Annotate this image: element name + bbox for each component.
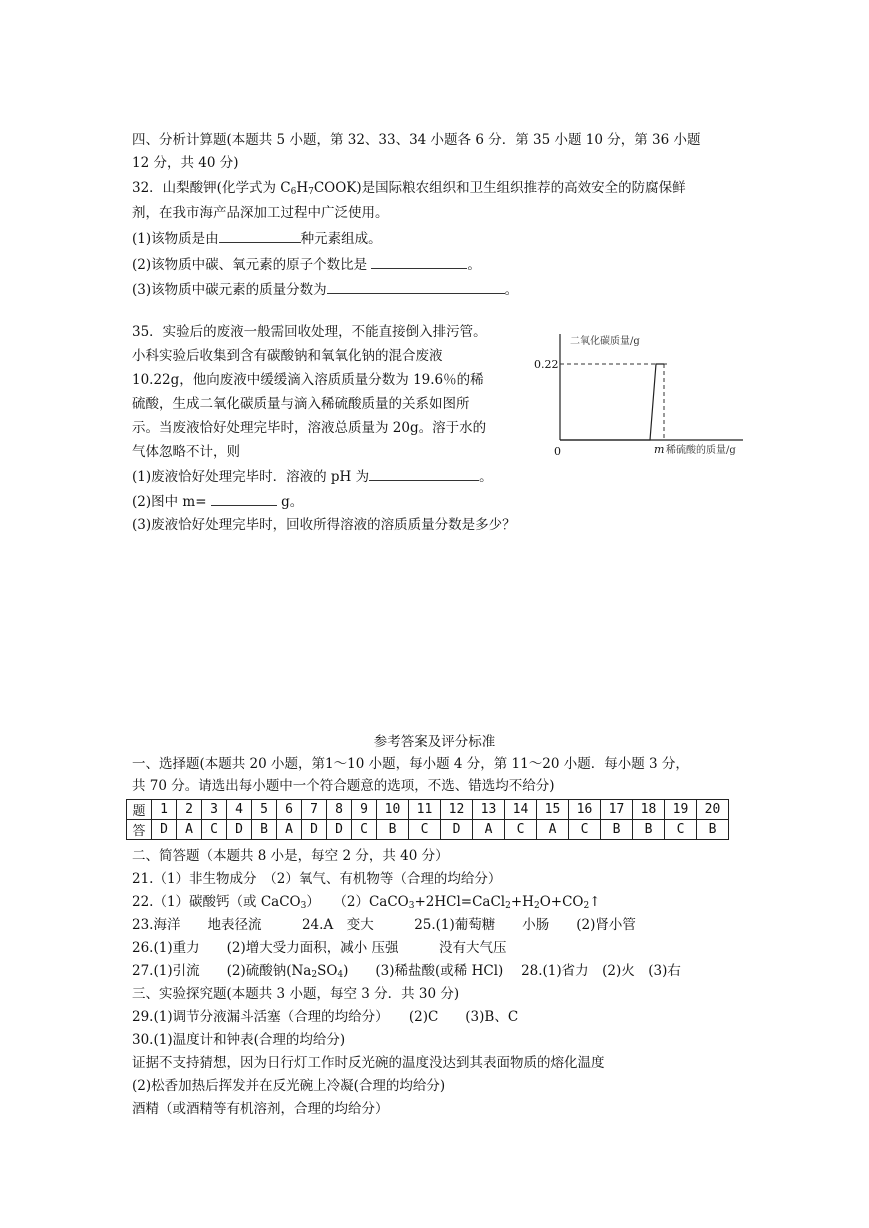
section4-heading-line2: 12 分，共 40 分) — [132, 155, 239, 171]
q35-stem-line6: 气体忽略不计，则 — [132, 444, 240, 460]
q32-stem-line2: 剂，在我市海产品深加工过程中广泛使用。 — [132, 205, 389, 221]
table-cell: 10 — [377, 800, 409, 820]
table-cell: C — [352, 820, 377, 840]
table-row-numbers — [127, 800, 729, 820]
answer-26: 26.(1)重力 (2)增大受力面积，减小 压强 没有大气压 — [132, 940, 507, 956]
table-cell: B — [633, 820, 665, 840]
answers-section1-line2: 共 70 分。请选出每小题中一个符合题意的选项，不选、错选均不给分) — [132, 778, 555, 794]
answers-title: 参考答案及评分标准 — [373, 734, 496, 750]
answer-30-solvent: 酒精（或酒精等有机溶剂，合理的均给分） — [132, 1101, 389, 1117]
answer-27-28: 27.(1)引流 (2)硫酸钠$(Na_2SO_4)$ (3)稀盐酸(或稀 HCl) 28.(1)省力 (2)火 (3)右 — [132, 963, 681, 980]
table-cell: 17 — [601, 800, 633, 820]
x-axis-label: 稀硫酸的质量/g — [666, 445, 736, 456]
q35-stem-line2: 小科实验后收集到含有碳酸钠和氧氧化钠的混合废液 — [132, 348, 443, 364]
q35-stem-line5: 示。当废液恰好处理完毕时，溶液总质量为 20g。溶于水的 — [132, 420, 487, 436]
row-header-answer: 答 — [127, 820, 152, 840]
table-cell: D — [152, 820, 177, 840]
table-cell: A — [177, 820, 202, 840]
q32-stem: 32．山梨酸钾(化学式为 $C_6H_7COOK$)是国际粮农组织和卫生组织推荐的高效安全的防腐保鲜 — [132, 180, 686, 197]
answer-blank[interactable] — [371, 254, 467, 269]
y-axis-label: 二氧化碳质量/g — [570, 336, 640, 347]
table-cell: C — [569, 820, 601, 840]
co2-vs-acid-graph — [528, 322, 748, 462]
table-cell: A — [277, 820, 302, 840]
table-cell: D — [302, 820, 327, 840]
table-cell: C — [202, 820, 227, 840]
table-cell: D — [227, 820, 252, 840]
y-tick-label: 0.22 — [534, 358, 559, 371]
q35-stem-line3: 10.22g，他向废液中缓缓滴入溶质质量分数为 19.6％的稀 — [132, 372, 484, 388]
table-cell: A — [537, 820, 569, 840]
table-cell: 14 — [505, 800, 537, 820]
q35-part3: (3)废液恰好处理完毕时，回收所得溶液的溶质质量分数是多少？ — [132, 517, 516, 533]
table-cell: 19 — [665, 800, 697, 820]
answer-blank[interactable] — [369, 466, 479, 481]
table-cell: 5 — [252, 800, 277, 820]
q35-stem-line4: 硫酸，生成二氧化碳质量与滴入稀硫酸质量的关系如图所 — [132, 396, 470, 412]
q32-part1: (1)该物质是由 种元素组成。 — [132, 228, 382, 249]
table-cell: 6 — [277, 800, 302, 820]
table-cell: 1 — [152, 800, 177, 820]
q32-part3: (3)该物质中碳元素的质量分数为 。 — [132, 279, 518, 300]
table-cell: A — [473, 820, 505, 840]
origin-label: 0 — [554, 445, 561, 458]
table-cell: 2 — [177, 800, 202, 820]
answer-blank[interactable] — [211, 491, 277, 506]
answer-blank[interactable] — [219, 228, 301, 243]
answer-21: 21.（1）非生物成分 （2）氧气、有机物等（合理的均给分） — [132, 871, 502, 887]
table-cell: 12 — [441, 800, 473, 820]
table-cell: 15 — [537, 800, 569, 820]
table-cell: 16 — [569, 800, 601, 820]
q35-part1: (1)废液恰好处理完毕时．溶液的 pH 为 。 — [132, 466, 493, 487]
table-cell: B — [252, 820, 277, 840]
answer-29: 29.(1)调节分液漏斗活塞（合理的均给分） (2)C (3)B、C — [132, 1009, 519, 1025]
answer-30-part1: 30.(1)温度计和钟表(合理的均给分) — [132, 1032, 346, 1048]
x-tick-label: m — [654, 443, 665, 456]
table-cell: B — [697, 820, 729, 840]
table-cell: 18 — [633, 800, 665, 820]
table-cell: 9 — [352, 800, 377, 820]
table-cell: 3 — [202, 800, 227, 820]
answer-blank[interactable] — [327, 279, 505, 294]
table-cell: 8 — [327, 800, 352, 820]
q35-part2: (2)图中 m= g。 — [132, 491, 303, 512]
table-cell: D — [327, 820, 352, 840]
table-cell: 13 — [473, 800, 505, 820]
table-cell: 20 — [697, 800, 729, 820]
section4-heading-line1: 四、分析计算题(本题共 5 小题，第 32、33、34 小题各 6 分．第 35 小题 10 分，第 36 小题 — [132, 132, 701, 148]
answer-22: 22.（1）碳酸钙（或 CaCO$_3$） $(2)CaCO_3+2HCl=CaCl_2+H_2O+CO_2↑$ — [132, 894, 601, 911]
table-cell: 7 — [302, 800, 327, 820]
table-cell: B — [377, 820, 409, 840]
answers-section1-line1: 一、选择题(本题共 20 小题，第1～10 小题，每小题 4 分，第 11～20 小题．每小题 3 分， — [132, 756, 689, 772]
table-cell: C — [665, 820, 697, 840]
table-cell: 11 — [409, 800, 441, 820]
answers-section3-heading: 三、实验探究题(本题共 3 小题，每空 3 分．共 30 分) — [132, 986, 460, 1002]
table-cell: B — [601, 820, 633, 840]
table-cell: D — [441, 820, 473, 840]
answers-section2-heading: 二、简答题（本题共 8 小是，每空 2 分，共 40 分） — [132, 848, 449, 864]
answer-30-part2: (2)松香加热后挥发并在反光碗上冷凝(合理的均给分) — [132, 1078, 446, 1094]
q32-part2: (2)该物质中碳、氧元素的原子个数比是 。 — [132, 254, 481, 275]
table-cell: C — [409, 820, 441, 840]
answer-23-25: 23.海洋 地表径流 24.A 变大 25.(1)葡萄糖 小肠 (2)肾小管 — [132, 917, 636, 933]
answer-key-table — [126, 799, 729, 840]
row-header-question: 题 — [127, 800, 152, 820]
table-cell: C — [505, 820, 537, 840]
table-cell: 4 — [227, 800, 252, 820]
answer-30-evidence: 证据不支持猜想，因为日行灯工作时反光碗的温度没达到其表面物质的熔化温度 — [132, 1055, 605, 1071]
table-row-answers — [127, 820, 729, 840]
q35-stem-line1: 35．实验后的废液一般需回收处理，不能直接倒入排污管。 — [132, 324, 487, 340]
co2-curve — [560, 364, 664, 440]
